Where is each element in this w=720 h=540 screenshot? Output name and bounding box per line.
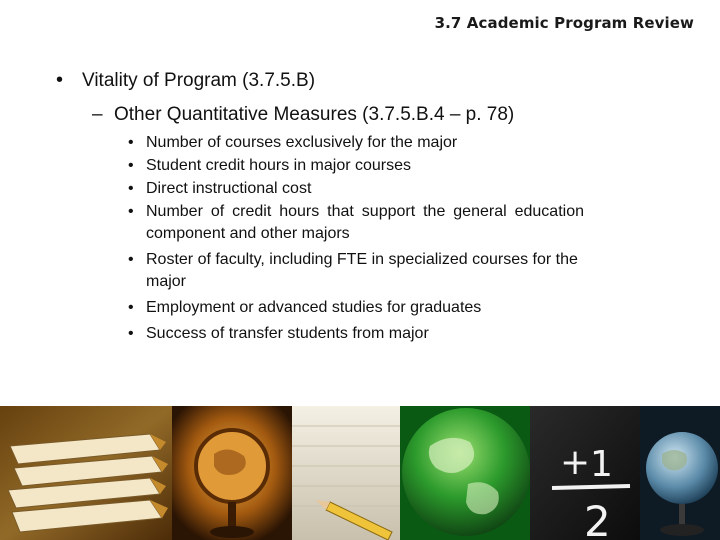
- chalk-plus: +: [560, 442, 591, 483]
- bullet-marker: •: [128, 251, 134, 268]
- list-item-text: Employment or advanced studies for graduates: [146, 299, 482, 316]
- level1-bullet-item: [56, 70, 315, 92]
- chalkboard-math-image: [530, 406, 640, 540]
- chalk-two: 2: [584, 497, 611, 540]
- bullet-marker: •: [128, 299, 134, 316]
- pencil-image: [292, 406, 400, 540]
- photo-strip: [0, 406, 720, 540]
- list-item: [128, 178, 584, 200]
- books-image: [0, 406, 172, 540]
- list-item-text: Roster of faculty, including FTE in specialized courses for the major: [146, 251, 578, 290]
- list-item: [128, 155, 584, 177]
- list-item: [128, 323, 584, 345]
- photo-strip-graphic: [0, 406, 720, 540]
- level1-text: Vitality of Program (3.7.5.B): [82, 70, 316, 91]
- bullet-marker: •: [128, 134, 134, 151]
- list-item: [128, 132, 584, 154]
- list-item: [128, 297, 584, 319]
- desk-globe-image: [640, 406, 720, 540]
- list-item: [128, 201, 584, 245]
- list-item-text: Success of transfer students from major: [146, 325, 429, 342]
- chalk-one: 1: [590, 444, 613, 485]
- bullet-marker: •: [128, 203, 134, 220]
- list-item: [128, 249, 584, 293]
- list-item-text: Direct instructional cost: [146, 180, 312, 197]
- level2-item: [92, 104, 514, 126]
- level2-text: Other Quantitative Measures (3.7.5.B.4 – p. 78): [114, 104, 515, 125]
- bullet-marker: •: [128, 157, 134, 174]
- list-item-text: Number of credit hours that support the general education component and other majors: [146, 203, 584, 242]
- measures-list: [128, 132, 584, 349]
- bullet-marker: •: [128, 325, 134, 342]
- bullet-marker: •: [56, 69, 64, 91]
- list-item-text: Student credit hours in major courses: [146, 157, 412, 174]
- list-item-text: Number of courses exclusively for the major: [146, 134, 458, 151]
- slide-title: 3.7 Academic Program Review: [434, 14, 694, 32]
- bullet-marker: •: [128, 180, 134, 197]
- dash-marker: –: [92, 104, 103, 125]
- earth-image: [400, 406, 530, 540]
- globe-lamp-image: [172, 406, 292, 540]
